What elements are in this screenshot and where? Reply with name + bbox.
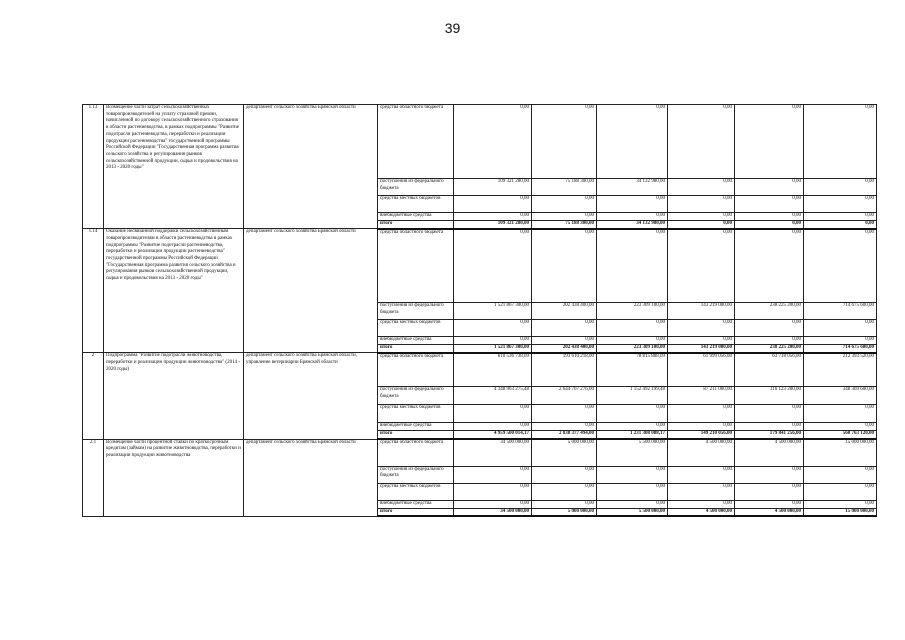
amount-cell: 0,00 <box>532 105 597 179</box>
funding-source: внебюджетные средства <box>378 213 454 221</box>
amount-cell: 0,00 <box>735 320 804 337</box>
funding-source: поступления из федерального бюджета <box>378 303 454 320</box>
amount-cell: 348 369 600,00 <box>804 387 877 405</box>
amount-cell: 0,00 <box>804 105 877 179</box>
funding-source: итого <box>378 221 454 229</box>
amount-cell: 0,00 <box>735 337 804 345</box>
section-description: Оказание несвязанной поддержки сельскохозяйственным товаропроизводителям в области растениеводства в рамках подпрограммы "Развитие подотрасли растениеводства, переработки и реализации продукции растениеводства" государственной программы Российской Федерации "Государственная программа развития сельского хозяйства и регулирования рынков сельскохозяйственной продукции, сырья и продовольствия на 2013 - 2020 годы" <box>104 229 244 353</box>
amount-cell: 0,00 <box>735 466 804 483</box>
section-number: 1.13 <box>83 105 104 229</box>
amount-cell: 4 500 000,00 <box>735 508 804 516</box>
amount-cell: 0,00 <box>454 196 532 213</box>
amount-cell: 5 500 000,00 <box>597 439 668 466</box>
amount-cell: 560 763 120,00 <box>804 431 877 439</box>
amount-cell: 0,00 <box>532 229 597 303</box>
amount-cell: 0,00 <box>804 229 877 303</box>
amount-cell: 34 132 980,00 <box>597 179 668 196</box>
amount-cell: 143 219 000,00 <box>668 303 735 320</box>
funding-source: средства областного бюджета <box>378 439 454 466</box>
amount-cell: 0,00 <box>668 213 735 221</box>
amount-cell: 0,00 <box>804 405 877 423</box>
amount-cell: 0,00 <box>804 500 877 508</box>
budget-table <box>82 104 877 517</box>
amount-cell: 15 000 000,00 <box>804 439 877 466</box>
amount-cell: 0,00 <box>668 179 735 196</box>
section-executor: департамент сельского хозяйства Брянской области <box>244 229 378 353</box>
funding-source: поступления из федерального бюджета <box>378 387 454 405</box>
section-number: 1.14 <box>83 229 104 353</box>
amount-cell: 2 644 767 276,00 <box>532 387 597 405</box>
amount-cell: 0,00 <box>454 337 532 345</box>
amount-cell: 0,00 <box>735 483 804 500</box>
amount-cell: 0,00 <box>597 500 668 508</box>
amount-cell: 5 500 000,00 <box>597 508 668 516</box>
funding-source: средства областного бюджета <box>378 353 454 387</box>
funding-source: средства местных бюджетов <box>378 196 454 213</box>
amount-cell: 4 500 000,00 <box>668 508 735 516</box>
funding-source: средства областного бюджета <box>378 105 454 179</box>
table-row <box>83 229 877 303</box>
amount-cell: 0,00 <box>454 500 532 508</box>
amount-cell: 143 219 000,00 <box>668 345 735 353</box>
funding-source: средства областного бюджета <box>378 229 454 303</box>
amount-cell: 202 438 400,00 <box>532 303 597 320</box>
amount-cell: 0,00 <box>804 221 877 229</box>
amount-cell: 0,00 <box>454 483 532 500</box>
amount-cell: 223 309 100,00 <box>597 345 668 353</box>
amount-cell: 0,00 <box>532 466 597 483</box>
amount-cell: 0,00 <box>804 337 877 345</box>
amount-cell: 5 000 000,00 <box>532 508 597 516</box>
amount-cell: 0,00 <box>532 196 597 213</box>
amount-cell: 87 211 000,00 <box>668 387 735 405</box>
amount-cell: 149 210 056,00 <box>668 431 735 439</box>
amount-cell: 0,00 <box>454 213 532 221</box>
amount-cell: 179 841 256,00 <box>735 431 804 439</box>
amount-cell: 0,00 <box>668 423 735 431</box>
amount-cell: 109 321 280,00 <box>454 179 532 196</box>
amount-cell: 0,00 <box>804 466 877 483</box>
funding-source: итого <box>378 345 454 353</box>
funding-source: поступления из федерального бюджета <box>378 179 454 196</box>
amount-cell: 0,00 <box>735 196 804 213</box>
amount-cell: 0,00 <box>735 105 804 179</box>
funding-source: внебюджетные средства <box>378 337 454 345</box>
amount-cell: 109 321 280,00 <box>454 221 532 229</box>
amount-cell: 238 225 200,00 <box>735 303 804 320</box>
amount-cell: 4 959 500 014,17 <box>454 431 532 439</box>
amount-cell: 0,00 <box>597 483 668 500</box>
amount-cell: 0,00 <box>532 405 597 423</box>
amount-cell: 0,00 <box>532 423 597 431</box>
amount-cell: 0,00 <box>532 320 597 337</box>
amount-cell: 0,00 <box>735 221 804 229</box>
section-executor: департамент сельского хозяйства Брянской области <box>244 105 378 229</box>
amount-cell: 0,00 <box>597 466 668 483</box>
amount-cell: 0,00 <box>597 320 668 337</box>
amount-cell: 0,00 <box>668 483 735 500</box>
amount-cell: 238 225 200,00 <box>735 345 804 353</box>
amount-cell: 0,00 <box>597 423 668 431</box>
amount-cell: 2 838 377 494,00 <box>532 431 597 439</box>
table-row <box>83 105 877 179</box>
amount-cell: 0,00 <box>597 213 668 221</box>
amount-cell: 0,00 <box>597 337 668 345</box>
funding-source: внебюджетные средства <box>378 423 454 431</box>
amount-cell: 0,00 <box>804 179 877 196</box>
amount-cell: 0,00 <box>454 105 532 179</box>
amount-cell: 0,00 <box>668 196 735 213</box>
amount-cell: 0,00 <box>668 229 735 303</box>
amount-cell: 34 500 000,00 <box>454 508 532 516</box>
amount-cell: 0,00 <box>597 229 668 303</box>
amount-cell: 0,00 <box>668 500 735 508</box>
amount-cell: 63 718 056,00 <box>735 353 804 387</box>
section-description: Подпрограмма "Развитие подотрасли животноводства, переработки и реализации продукции животноводства" (2014 - 2020 годы) <box>104 353 244 439</box>
amount-cell: 4 500 000,00 <box>735 439 804 466</box>
section-executor: департамент сельского хозяйства Брянской области, управление ветеринарии Брянской области <box>244 353 378 439</box>
amount-cell: 75 188 300,00 <box>532 221 597 229</box>
amount-cell: 0,00 <box>735 500 804 508</box>
amount-cell: 1 152 492 199,48 <box>597 387 668 405</box>
funding-source: внебюджетные средства <box>378 500 454 508</box>
amount-cell: 0,00 <box>532 337 597 345</box>
amount-cell: 0,00 <box>735 423 804 431</box>
page-number: 39 <box>444 20 461 36</box>
section-description: Возмещение части затрат сельскохозяйственных товаропроизводителей на уплату страховой премии, начисленной по договору сельскохозяйственного страхования в области растениеводства, в рамках подпрограммы "Развитие подотрасли растениеводства, переработки и реализации продукции растениеводства" государственной программы Российской Федерации "Государственная программа развития сельского хозяйства и регулирования рынков сельскохозяйственной продукции, сырья и продовольствия на 2013 - 2020 годы" <box>104 105 244 229</box>
amount-cell: 0,00 <box>454 423 532 431</box>
amount-cell: 0,00 <box>668 105 735 179</box>
amount-cell: 0,00 <box>454 405 532 423</box>
amount-cell: 223 309 100,00 <box>597 303 668 320</box>
amount-cell: 0,00 <box>454 466 532 483</box>
section-executor: департамент сельского хозяйства Брянской области <box>244 439 378 516</box>
amount-cell: 0,00 <box>597 196 668 213</box>
amount-cell: 714 675 600,00 <box>804 303 877 320</box>
amount-cell: 15 000 000,00 <box>804 508 877 516</box>
amount-cell: 75 188 300,00 <box>532 179 597 196</box>
amount-cell: 0,00 <box>735 213 804 221</box>
amount-cell: 0,00 <box>532 213 597 221</box>
section-number: 2.1 <box>83 439 104 516</box>
amount-cell: 0,00 <box>668 337 735 345</box>
amount-cell: 1 231 308 088,17 <box>597 431 668 439</box>
amount-cell: 61 999 056,00 <box>668 353 735 387</box>
amount-cell: 34 500 000,00 <box>454 439 532 466</box>
amount-cell: 34 132 980,00 <box>597 221 668 229</box>
amount-cell: 0,00 <box>804 196 877 213</box>
amount-cell: 0,00 <box>735 179 804 196</box>
amount-cell: 0,00 <box>532 500 597 508</box>
amount-cell: 4 500 000,00 <box>668 439 735 466</box>
amount-cell: 0,00 <box>668 221 735 229</box>
amount-cell: 4 348 963 275,48 <box>454 387 532 405</box>
section-description: Возмещение части процентной ставки по краткосрочным кредитам (займам) на развитие животноводства, переработки и реализации продукции животноводства <box>104 439 244 516</box>
funding-source: средства местных бюджетов <box>378 483 454 500</box>
amount-cell: 1 521 867 300,00 <box>454 303 532 320</box>
funding-source: средства местных бюджетов <box>378 320 454 337</box>
amount-cell: 0,00 <box>597 105 668 179</box>
amount-cell: 610 536 738,69 <box>454 353 532 387</box>
section-number: 2 <box>83 353 104 439</box>
table-row <box>83 439 877 466</box>
amount-cell: 5 000 000,00 <box>532 439 597 466</box>
amount-cell: 0,00 <box>668 466 735 483</box>
amount-cell: 202 438 400,00 <box>532 345 597 353</box>
amount-cell: 0,00 <box>804 423 877 431</box>
amount-cell: 116 123 200,00 <box>735 387 804 405</box>
amount-cell: 0,00 <box>668 320 735 337</box>
amount-cell: 1 521 867 300,00 <box>454 345 532 353</box>
funding-source: итого <box>378 508 454 516</box>
amount-cell: 0,00 <box>804 483 877 500</box>
funding-source: поступления из федерального бюджета <box>378 466 454 483</box>
amount-cell: 0,00 <box>735 405 804 423</box>
amount-cell: 0,00 <box>804 320 877 337</box>
amount-cell: 714 675 600,00 <box>804 345 877 353</box>
amount-cell: 0,00 <box>454 229 532 303</box>
amount-cell: 0,00 <box>735 229 804 303</box>
amount-cell: 193 610 218,00 <box>532 353 597 387</box>
amount-cell: 0,00 <box>597 405 668 423</box>
amount-cell: 0,00 <box>454 320 532 337</box>
amount-cell: 212 393 520,00 <box>804 353 877 387</box>
amount-cell: 0,00 <box>532 483 597 500</box>
funding-source: средства местных бюджетов <box>378 405 454 423</box>
table-row <box>83 353 877 387</box>
amount-cell: 78 815 888,69 <box>597 353 668 387</box>
amount-cell: 0,00 <box>804 213 877 221</box>
amount-cell: 0,00 <box>668 405 735 423</box>
funding-source: итого <box>378 431 454 439</box>
